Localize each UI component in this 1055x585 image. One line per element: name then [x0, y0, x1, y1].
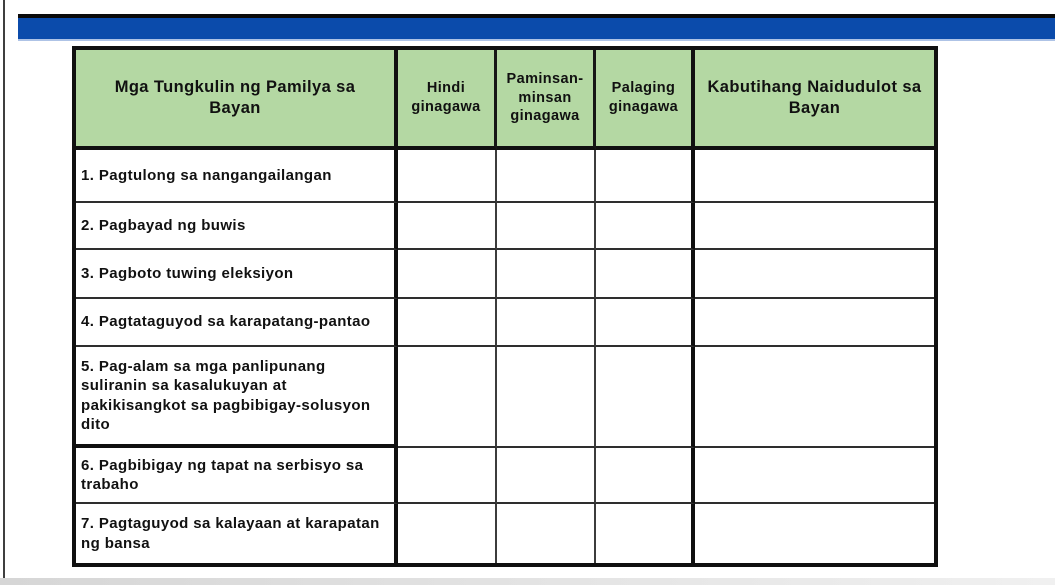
answer-cell-7-kabutihang [695, 504, 934, 563]
header-kabutihang-naidudulot [695, 50, 934, 150]
duty-label-6: 6. Pagbibigay ng tapat na serbisyo sa trabaho [81, 456, 364, 493]
duty-cell-3 [76, 250, 398, 299]
header-palaging-ginagawa [596, 50, 695, 150]
answer-cell-2-paminsan [497, 203, 596, 250]
answer-cell-5-palaging [596, 347, 695, 448]
answer-cell-2-palaging [596, 203, 695, 250]
answer-cell-6-palaging [596, 448, 695, 504]
slide-left-edge-line [3, 0, 5, 585]
answer-cell-7-palaging [596, 504, 695, 563]
answer-cell-5-hindi [398, 347, 497, 448]
answer-cell-5-paminsan [497, 347, 596, 448]
top-accent-bar [18, 14, 1055, 41]
answer-cell-6-kabutihang [695, 448, 934, 504]
answer-cell-2-kabutihang [695, 203, 934, 250]
answer-cell-1-palaging [596, 150, 695, 203]
answer-cell-4-palaging [596, 299, 695, 347]
duty-cell-7 [76, 504, 398, 563]
worksheet-table [72, 46, 938, 567]
answer-cell-7-paminsan [497, 504, 596, 563]
duty-label-5: 5. Pag-alam sa mga panlipunang suliranin sa kasalukuyan at pakikisangkot sa pagbibigay-solusyon dito [81, 358, 371, 433]
header-duties-label: Mga Tungkulin ng Pamilya sa Bayan [114, 77, 356, 117]
duty-cell-1 [76, 150, 398, 203]
bottom-gray-strip [0, 578, 1055, 585]
answer-cell-1-paminsan [497, 150, 596, 203]
answer-cell-4-hindi [398, 299, 497, 347]
duty-cell-6 [76, 448, 398, 504]
duty-label-7: 7. Pagtaguyod sa kalayaan at karapatan ng bansa [81, 515, 380, 552]
header-palaging-ginagawa-label: Palaging ginagawa [608, 80, 679, 115]
duty-cell-2 [76, 203, 398, 250]
answer-cell-7-hindi [398, 504, 497, 563]
header-hindi-ginagawa-label: Hindi ginagawa [411, 80, 481, 115]
header-paminsan-minsan-ginagawa-label: Paminsan-minsan ginagawa [506, 71, 584, 125]
answer-cell-1-hindi [398, 150, 497, 203]
header-duties [76, 50, 398, 150]
answer-cell-3-kabutihang [695, 250, 934, 299]
answer-cell-4-kabutihang [695, 299, 934, 347]
duty-cell-5 [76, 347, 398, 448]
answer-cell-6-hindi [398, 448, 497, 504]
answer-cell-4-paminsan [497, 299, 596, 347]
answer-cell-1-kabutihang [695, 150, 934, 203]
header-paminsan-minsan-ginagawa [497, 50, 596, 150]
duty-cell-4 [76, 299, 398, 347]
duty-label-1: 1. Pagtulong sa nangangailangan [81, 166, 332, 184]
answer-cell-2-hindi [398, 203, 497, 250]
answer-cell-3-hindi [398, 250, 497, 299]
header-hindi-ginagawa [398, 50, 497, 150]
answer-cell-3-paminsan [497, 250, 596, 299]
answer-cell-6-paminsan [497, 448, 596, 504]
answer-cell-3-palaging [596, 250, 695, 299]
header-kabutihang-naidudulot-label: Kabutihang Naidudulot sa Bayan [707, 77, 922, 117]
duty-label-4: 4. Pagtataguyod sa karapatang-pantao [81, 313, 371, 331]
duty-label-3: 3. Pagboto tuwing eleksiyon [81, 264, 294, 282]
duty-label-2: 2. Pagbayad ng buwis [81, 216, 246, 234]
answer-cell-5-kabutihang [695, 347, 934, 448]
